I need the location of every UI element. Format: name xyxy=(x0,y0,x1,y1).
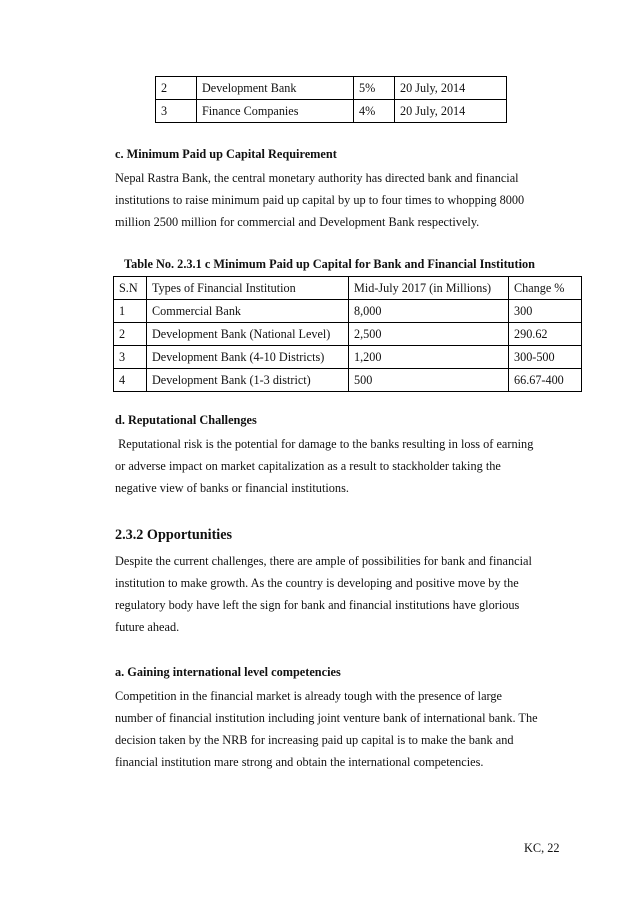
column-header: Mid-July 2017 (in Millions) xyxy=(349,277,509,300)
table-cell: 2,500 xyxy=(349,323,509,346)
column-header: Change % xyxy=(509,277,582,300)
table-cell: 5% xyxy=(354,77,395,100)
table-cell: 1 xyxy=(114,300,147,323)
table-cell: 300 xyxy=(509,300,582,323)
table-cell: 3 xyxy=(114,346,147,369)
paragraph-line: Reputational risk is the potential for damage to the banks resulting in loss of earning xyxy=(115,437,534,451)
table-cell: Development Bank xyxy=(197,77,354,100)
paragraph-line: number of financial institution including joint venture bank of international bank. The xyxy=(115,711,538,725)
table-row xyxy=(156,77,507,100)
paragraph-line: Despite the current challenges, there are ample of possibilities for bank and financial xyxy=(115,554,532,568)
column-header: Types of Financial Institution xyxy=(147,277,349,300)
paragraph-line: decision taken by the NRB for increasing paid up capital is to make the bank and xyxy=(115,733,514,747)
table-row xyxy=(114,369,582,392)
table-row xyxy=(156,100,507,123)
table-header-row xyxy=(114,277,582,300)
table-cell: Development Bank (1-3 district) xyxy=(147,369,349,392)
table-cell: Commercial Bank xyxy=(147,300,349,323)
table-row xyxy=(114,323,582,346)
page-footer: KC, 22 xyxy=(524,841,560,855)
capital-requirement-table xyxy=(113,276,582,392)
table-row xyxy=(114,300,582,323)
table-cell: 1,200 xyxy=(349,346,509,369)
table-cell: 20 July, 2014 xyxy=(395,77,507,100)
table-cell: 66.67-400 xyxy=(509,369,582,392)
deposit-requirement-table xyxy=(155,76,507,123)
table-cell: 300-500 xyxy=(509,346,582,369)
table-cell: Development Bank (4-10 Districts) xyxy=(147,346,349,369)
paragraph-line: negative view of banks or financial institutions. xyxy=(115,481,349,495)
table-cell: 2 xyxy=(114,323,147,346)
paragraph-line: future ahead. xyxy=(115,620,180,634)
paragraph-line: Nepal Rastra Bank, the central monetary authority has directed bank and financial xyxy=(115,171,519,185)
table-cell: 2 xyxy=(156,77,197,100)
table-cell: 4 xyxy=(114,369,147,392)
table-cell: 500 xyxy=(349,369,509,392)
paragraph-line: or adverse impact on market capitalization as a result to stackholder taking the xyxy=(115,459,501,473)
paragraph-line: regulatory body have left the sign for bank and financial institutions have glorious xyxy=(115,598,520,612)
paragraph-line: financial institution mare strong and obtain the international competencies. xyxy=(115,755,484,769)
paragraph-line: million 2500 million for commercial and Development Bank respectively. xyxy=(115,215,480,229)
table-row xyxy=(114,346,582,369)
table-cell: 3 xyxy=(156,100,197,123)
table-cell: 20 July, 2014 xyxy=(395,100,507,123)
paragraph-line: institutions to raise minimum paid up capital by up to four times to whopping 8000 xyxy=(115,193,525,207)
table-cell: Development Bank (National Level) xyxy=(147,323,349,346)
table-cell: 8,000 xyxy=(349,300,509,323)
section-heading: a. Gaining international level competencies xyxy=(115,665,341,679)
table-cell: 290.62 xyxy=(509,323,582,346)
column-header: S.N xyxy=(114,277,147,300)
paragraph-line: Competition in the financial market is already tough with the presence of large xyxy=(115,689,503,703)
section-heading: c. Minimum Paid up Capital Requirement xyxy=(115,147,337,161)
table-caption: Table No. 2.3.1 c Minimum Paid up Capital for Bank and Financial Institution xyxy=(124,257,536,271)
paragraph-line: institution to make growth. As the country is developing and positive move by the xyxy=(115,576,519,590)
section-heading: d. Reputational Challenges xyxy=(115,413,257,427)
table-cell: 4% xyxy=(354,100,395,123)
table-cell: Finance Companies xyxy=(197,100,354,123)
subsection-title: 2.3.2 Opportunities xyxy=(115,527,233,543)
